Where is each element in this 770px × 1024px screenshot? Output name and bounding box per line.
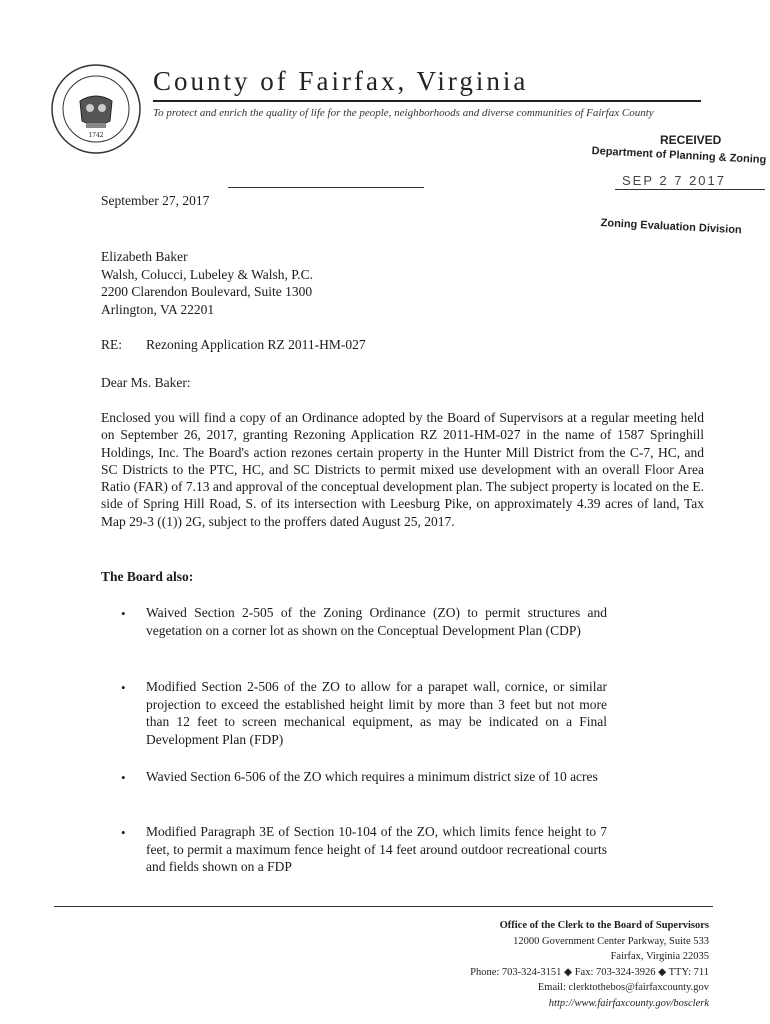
footer-office: Office of the Clerk to the Board of Supervisors	[499, 920, 709, 931]
received-stamp: RECEIVED	[660, 133, 722, 147]
footer-rule	[54, 906, 713, 907]
re-subject: Rezoning Application RZ 2011-HM-027	[146, 337, 366, 352]
county-title: County of Fairfax, Virginia	[153, 66, 529, 96]
footer-address1: 12000 Government Center Parkway, Suite 533	[513, 935, 709, 947]
board-also-heading: The Board also:	[101, 569, 194, 584]
svg-text:1742: 1742	[88, 132, 104, 139]
recipient-firm: Walsh, Colucci, Lubeley & Walsh, P.C.	[101, 266, 314, 282]
stamp-department: Department of Planning & Zoning	[591, 145, 767, 167]
list-item: Wavied Section 6-506 of the ZO which requires a minimum district size of 10 acres	[146, 769, 598, 784]
county-seal-logo	[50, 63, 142, 155]
stamp-date: SEP 2 7 2017	[622, 173, 726, 188]
list-item: Modified Paragraph 3E of Section 10-104 of the ZO, which limits fence height to 7 feet, to permit a maximum fence height of 14 feet around outdoor recreational courts and fields shown on a FDP	[146, 824, 607, 874]
body-paragraph: Enclosed you will find a copy of an Ordinance adopted by the Board of Supervisors at a regular meeting held on September 26, 2017, granting Rezoning Application RZ 2011-HM-027 in the name of 1587 Springhill Holdings, Inc. The Board's action rezones certain property in the Hunter Mill District from the C-7, HC, and SC Districts to the PTC, HC, and SC Districts to permit mixed use development with an overall Floor Area Ratio (FAR) of 7.13 and approval of the conceptual development plan. The subject property is located on the E. side of Spring Hill Road, S. of its intersection with Leesburg Pike, on approximately 4.39 acres of land, Tax Map 29-3 ((1)) 2G, subject to the proffers dated August 25, 2017.	[101, 410, 704, 529]
county-tagline: To protect and enrich the quality of life for the people, neighborhoods and diverse communities of Fairfax County	[153, 107, 654, 119]
footer-email: Email: clerktothebos@fairfaxcounty.gov	[537, 982, 709, 993]
salutation: Dear Ms. Baker:	[101, 375, 191, 390]
list-item: Waived Section 2-505 of the Zoning Ordinance (ZO) to permit structures and vegetation on a corner lot as shown on the Conceptual Development Plan (CDP)	[146, 605, 607, 638]
recipient-street: 2200 Clarendon Boulevard, Suite 1300	[101, 284, 313, 299]
recipient-name: Elizabeth Baker	[101, 249, 188, 264]
list-item: Modified Section 2-506 of the ZO to allow for a parapet wall, cornice, or similar projection to exceed the established height limit by more than 3 feet but not more than 12 feet to screen mechanical equipment, as may be indicated on a Final Development Plan (FDP)	[146, 679, 607, 747]
bullet-icon: •	[121, 770, 126, 785]
stamp-division: Zoning Evaluation Division	[600, 217, 742, 237]
stamp-date-rule	[615, 189, 765, 190]
bullet-icon: •	[121, 680, 126, 695]
recipient-address	[101, 248, 313, 318]
footer-address2: Fairfax, Virginia 22035	[610, 951, 709, 962]
bullet-icon: •	[121, 606, 126, 621]
date-rule	[228, 187, 424, 188]
bullet-icon: •	[121, 825, 126, 840]
footer-phones: Phone: 703-324-3151 ◆ Fax: 703-324-3926 ◆ TTY: 711	[470, 966, 709, 978]
recipient-city: Arlington, VA 22201	[101, 301, 215, 317]
header-rule	[153, 100, 701, 102]
letter-date: September 27, 2017	[101, 193, 210, 208]
footer-contact	[470, 918, 709, 1011]
footer-url: http://www.fairfaxcounty.gov/bosclerk	[548, 997, 709, 1009]
re-label: RE:	[101, 337, 123, 352]
